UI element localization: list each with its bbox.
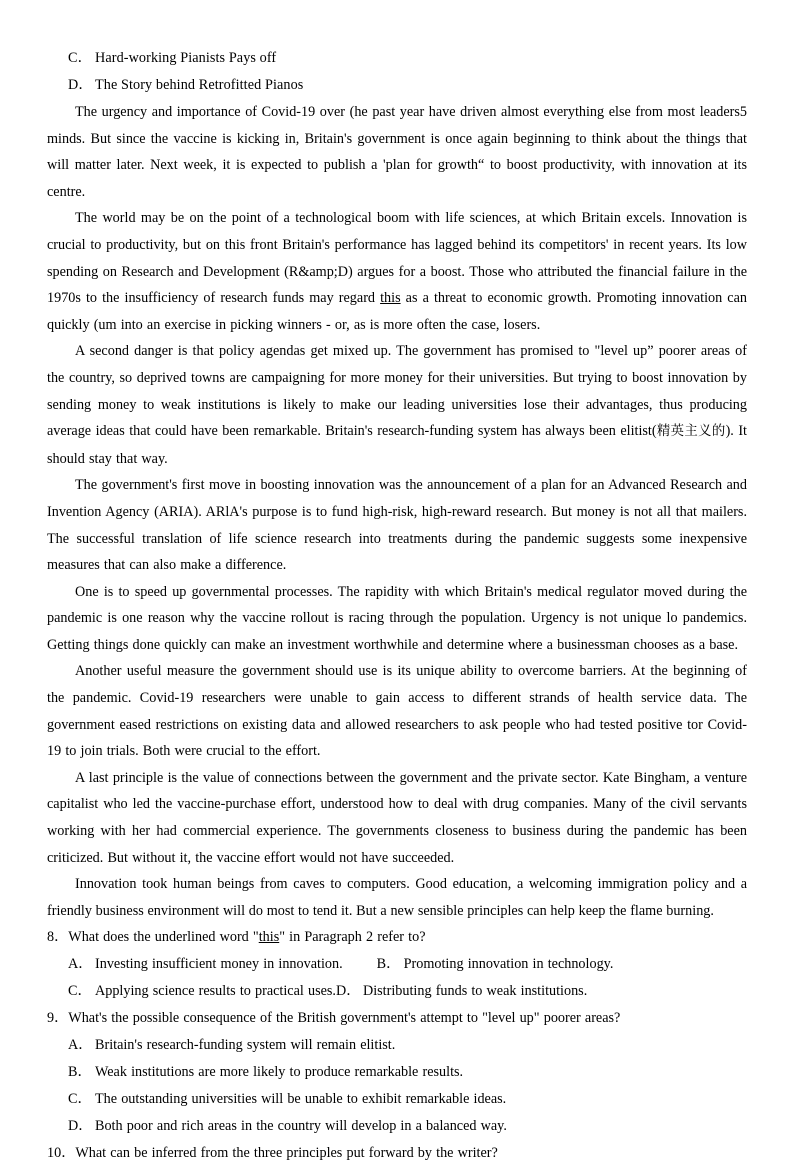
passage-paragraph-2 <box>47 205 747 338</box>
question-9-option-c-label: C． <box>68 1091 92 1108</box>
option-text-c-top: Hard-working Pianists Pays off <box>95 50 277 66</box>
question-9-option-c-text: The outstanding universities will be unable to exhibit remarkable ideas. <box>95 1091 507 1108</box>
question-8-option-a-text[interactable]: Investing insufficient money in innovation. <box>95 956 343 973</box>
option-label-d-top: D． <box>68 77 93 93</box>
passage-paragraph-3 <box>47 338 747 472</box>
passage-paragraph-6: Another useful measure the government should use is its unique ability to overcome barriers. At the beginning of the pandemic. Covid-19 researchers were unable to gain access to different strands of health service data. The government eased restrictions on existing data and allowed researchers to ask people who had tested positive tor Covid-19 to join trials. Both were crucial to the effort. <box>47 663 747 760</box>
question-9-option-b[interactable] <box>68 1059 747 1086</box>
question-9-option-c[interactable] <box>68 1086 747 1113</box>
question-9-option-a-label: A． <box>68 1037 93 1054</box>
question-9-option-b-text: Weak institutions are more likely to produce remarkable results. <box>95 1064 464 1081</box>
question-8-stem-part-a: What does the underlined word " <box>68 929 259 946</box>
passage-underlined-this: this <box>380 290 401 307</box>
question-9-option-a-text: Britain's research-funding system will remain elitist. <box>95 1037 396 1054</box>
question-9-option-d-text: Both poor and rich areas in the country will develop in a balanced way. <box>95 1118 507 1135</box>
question-8-stem-part-b: " in Paragraph 2 refer to? <box>279 929 426 946</box>
passage-paragraph-1: The urgency and importance of Covid-19 over (he past year have driven almost everything else from most leaders5 minds. But since the vaccine is kicking in, Britain's government is once again beginning to think about the things that will matter later. Next week, it is expected to publish a 'plan for growth“ to boost productivity, with innovation at its centre. <box>47 104 747 200</box>
question-8-option-c-label: C． <box>68 983 92 1000</box>
passage-paragraph-4: The government's first move in boosting innovation was the announcement of a plan for an Advanced Research and Invention Agency (ARIA). ARlA's purpose is to fund high-risk, high-reward research. But money is not all that mailers. The successful translation of life science research into treatments during the pandemic suggests some inexpensive measures that can also make a difference. <box>47 477 747 574</box>
option-text-d-top: The Story behind Retrofitted Pianos <box>95 77 304 93</box>
passage-paragraph-7: A last principle is the value of connections between the government and the private sector. Kate Bingham, a venture capitalist who led the vaccine-purchase effort, understood how to deal with drug companies. Many of the civil servants working with her had commercial experience. The governments closeness to business during the pandemic has been criticized. But without it, the vaccine effort would not have succeeded. <box>47 769 747 866</box>
question-8-option-c-text[interactable]: Applying science results to practical uses. <box>95 983 336 1000</box>
passage-paragraph-3-part-a: A second danger is that policy agendas get mixed up. The government has promised to "level up” poorer areas of the country, so deprived towns are campaigning for more money for their universities. But trying to boost innovation by sending money to weak institutions is likely to make our leading universities lose their advantages, thus producing average ideas that could have been remarkable. Britain's research-funding system has always been elitist( <box>47 343 747 440</box>
question-8-options-row-2 <box>68 978 747 1005</box>
question-8-options-row-1 <box>68 951 747 978</box>
option-line-d-top <box>68 72 747 99</box>
question-8-number: 8． <box>47 929 69 946</box>
question-8-option-b-text[interactable]: Promoting innovation in technology. <box>403 956 614 973</box>
question-9-stem <box>47 1005 747 1032</box>
question-9-number: 9． <box>47 1010 69 1027</box>
option-label-c-top: C． <box>68 50 92 66</box>
passage-chinese-gloss-elitist: 精英主义的 <box>656 424 726 440</box>
passage-paragraph-2-part-b: as a threat to economic growth. Promoting innovation can quickly (um into an exercise in picking winners - or, as is more often the case, losers. <box>47 290 747 333</box>
question-9-option-b-label: B． <box>68 1064 92 1081</box>
document-body <box>47 45 747 1167</box>
question-9-option-a[interactable] <box>68 1032 747 1059</box>
question-8-option-d-label: D． <box>335 983 361 1000</box>
question-8-option-b-label: B． <box>376 956 401 973</box>
passage-paragraph-3-part-b: ). It should stay that way. <box>47 423 747 467</box>
question-10-number: 10． <box>47 1145 76 1162</box>
question-9-option-d-label: D． <box>68 1118 93 1135</box>
question-8-stem <box>47 924 747 951</box>
option-line-c-top <box>68 45 747 72</box>
question-10-stem-text: What can be inferred from the three principles put forward by the writer? <box>75 1145 498 1162</box>
question-8-underlined-this: this <box>258 929 280 946</box>
passage-paragraph-8: Innovation took human beings from caves to computers. Good education, a welcoming immigration policy and a friendly business environment will do most to tend it. But a new sensible principles can help keep the flame burning. <box>47 876 747 919</box>
passage-paragraph-5: One is to speed up governmental processes. The rapidity with which Britain's medical regulator moved during the pandemic is one reason why the vaccine rollout is racing through the population. Urgency is not unique lo pandemics. Getting things done quickly can make an investment worthwhile and determine where a businessman chooses as a base. <box>47 583 747 653</box>
passage-paragraph-2-part-a: The world may be on the point of a technological boom with life sciences, at which Britain excels. Innovation is crucial to productivity, but on this front Britain's performance has lagged behind its competitors' in recent years. Its low spending on Research and Development (R&amp;D) argues for a boost. Those who attributed the financial failure in the 1970s to the insufficiency of research funds may regard <box>47 210 747 307</box>
question-9-option-d[interactable] <box>68 1113 747 1140</box>
question-8-option-a-label: A． <box>68 956 93 973</box>
question-8-option-d-text[interactable]: Distributing funds to weak institutions. <box>362 983 588 1000</box>
question-10-stem <box>47 1140 747 1167</box>
question-9-stem-text: What's the possible consequence of the British government's attempt to "level up" poorer areas? <box>68 1010 621 1027</box>
